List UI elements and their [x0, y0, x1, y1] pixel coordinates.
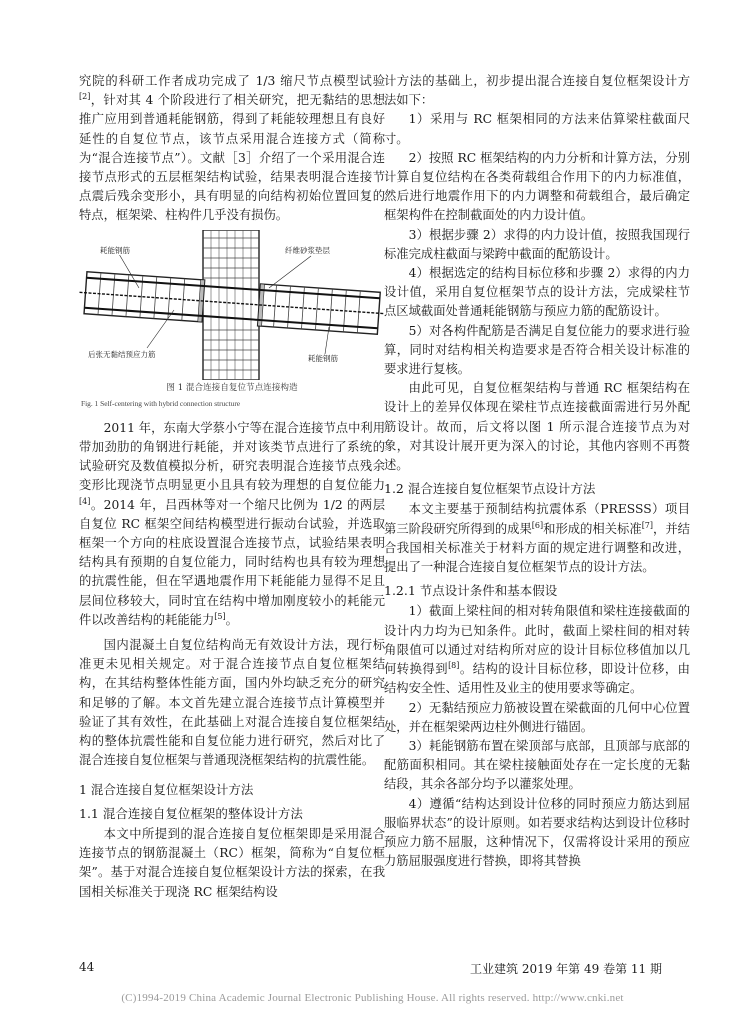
label-prestress-tendon: 后张无黏结预应力筋	[88, 349, 156, 359]
subsection-heading: 1.1 混合连接自复位框架的整体设计方法	[79, 805, 303, 821]
list-item: 3）耗能钢筋布置在梁顶部与底部，且顶部与底部的配筋面积相同。其在梁柱接触面处存在一定长度的无黏结段，其余各部分均予以灌浆处理。	[384, 738, 690, 792]
paragraph: 国内混凝土自复位结构尚无有效设计方法，现行标准更未见相关规定。对于混合连接节点自复位框架结构，在其结构整体性能方面，国内外均缺乏充分的研究和足够的了解。本文首先建立混合连接节点计算模型并验证了其有效性，在此基础上对混合连接自复位框架结构的整体抗震性能和自复位能力进行研究，然后对比了混合连接自复位框架与普通现浇框架结构的抗震性能。	[79, 638, 385, 768]
label-energy-bar-bottom: 耗能钢筋	[308, 353, 338, 363]
citation[interactable]: [7]	[641, 520, 654, 530]
figure-caption-en: Fig. 1 Self-centering with hybrid connection structure	[81, 398, 241, 408]
figure-1	[79, 230, 385, 380]
paragraph: 计方法的基础上，初步提出混合连接自复位框架设计方法如下：	[384, 74, 690, 108]
paragraph: 本文主要基于预制结构抗震体系（PRESSS）项目第三阶段研究所得到的成果[6]和形成的相关标准[7]，并结合我国相关标准关于材料方面的规定进行调整和改进，提出了一种混合连接自复位框架节点的设计方法。	[384, 502, 690, 575]
list-item: 1）采用与 RC 框架相同的方法来估算梁柱截面尺寸。	[384, 112, 690, 146]
subsubsection-heading: 1.2.1 节点设计条件和基本假设	[384, 583, 558, 599]
list-item: 4）遵循“结构达到设计位移的同时预应力筋达到屈服临界状态”的设计原则。如若要求结构达到设计位移时预应力筋不屈服，这种情况下，仅需将设计采用的预应力筋屈服强度进行替换，即将其替换	[384, 796, 690, 869]
left-column	[79, 72, 385, 902]
paragraph: 2011 年，东南大学蔡小宁等在混合连接节点中利用带加劲肋的角钢进行耗能，并对该类节点进行了系统的试验研究及数值模拟分析，研究表明混合连接节点残余变形比现浇节点明显更小且具有较为理想的自复位能力[4]。2014 年，吕西林等对一个缩尺比例为 1/2 的两层自复位 RC 框架空间结构模型进行振动台试验，并选取框架一个方向的柱底设置混合连接节点，试验结果表明结构具有预期的自复位能力，同时结构也具有较为理想的抗震性能，但在罕遇地震作用下耗能能力显得不足且层间位移较大，同时宜在结构中增加刚度较小的耗能元件以改善结构的耗能能力[5]。	[79, 420, 385, 627]
list-item: 3）根据步骤 2）求得的内力设计值，按照我国现行标准完成柱截面与梁跨中截面的配筋设计。	[384, 227, 690, 261]
paragraph: 由此可见，自复位框架结构与普通 RC 框架结构在设计上的差异仅体现在梁柱节点连接截面需进行另外配筋设计。故而，后文将以图 1 所示混合连接节点为对象，对其设计展开更为深入的讨论，其他内容则不再赘述。	[384, 381, 690, 473]
copyright-notice: (C)1994-2019 China Academic Journal Electronic Publishing House. All rights reserved. http://www.cnki.net	[121, 992, 624, 1004]
citation[interactable]: [2]	[79, 92, 91, 102]
citation[interactable]: [6]	[531, 520, 544, 530]
citation[interactable]: [8]	[448, 661, 460, 670]
paragraph: 究院的科研工作者成功完成了 1/3 缩尺节点模型试验[2]，针对其 4 个阶段进行了相关研究，把无黏结的思想推广应用到普通耗能钢筋，得到了耗能较理想且有良好延性的自复位节点，该节点采用混合连接方式（简称为“混合连接节点”）。文献［3］介绍了一个采用混合连接节点形式的五层框架结构试验，结果表明混合连接节点震后残余变形小，具有明显的向结构初始位置回复的特点，框架梁、柱构件几乎没有损伤。	[79, 74, 385, 223]
subsection-heading: 1.2 混合连接自复位框架节点设计方法	[384, 481, 596, 497]
list-item: 2）无黏结预应力筋被设置在梁截面的几何中心位置处，并在框架梁两边柱外侧进行锚固。	[384, 700, 690, 734]
journal-info: 工业建筑 2019 年第 49 卷第 11 期	[470, 962, 662, 976]
citation[interactable]: [5]	[214, 611, 226, 621]
list-item: 5）对各构件配筋是否满足自复位能力的要求进行验算，同时对结构相关构造要求是否符合相关设计标准的要求进行复核。	[384, 323, 690, 377]
list-item: 2）按照 RC 框架结构的内力分析和计算方法，分别计算自复位结构在各类荷载组合作用下的内力标准值，然后进行地震作用下的内力调整和荷载组合，最后确定框架构件在控制截面处的内力设计值。	[384, 150, 690, 223]
label-energy-bar-top: 耗能钢筋	[100, 245, 130, 255]
citation[interactable]: [4]	[79, 496, 91, 506]
right-column	[384, 72, 690, 871]
label-fiber-mortar: 纤维砂浆垫层	[285, 245, 330, 255]
figure-caption: 图 1 混合连接自复位节点连接构造	[166, 382, 298, 393]
list-item: 4）根据选定的结构目标位移和步骤 2）求得的内力设计值，采用自复位框架节点的设计方法，完成梁柱节点区域截面处普通耗能钢筋与预应力筋的配筋设计。	[384, 266, 690, 319]
section-heading: 1 混合连接自复位框架设计方法	[79, 782, 254, 798]
list-item: 1）截面上梁柱间的相对转角限值和梁柱连接截面的设计内力均为已知条件。此时，截面上梁柱间的相对转角限值可以通过对结构所对应的设计目标位移值加以几何转换得到[8]。结构的设计目标位移，即设计位移，由结构安全性、适用性及业主的使用要求等确定。	[384, 604, 690, 696]
page-number: 44	[79, 960, 95, 974]
paragraph: 本文中所提到的混合连接自复位框架即是采用混合连接节点的钢筋混凝土（RC）框架，简称为“自复位框架”。基于对混合连接自复位框架设计方法的探索，在我国相关标准关于现浇 RC 框架结构设	[79, 826, 385, 899]
